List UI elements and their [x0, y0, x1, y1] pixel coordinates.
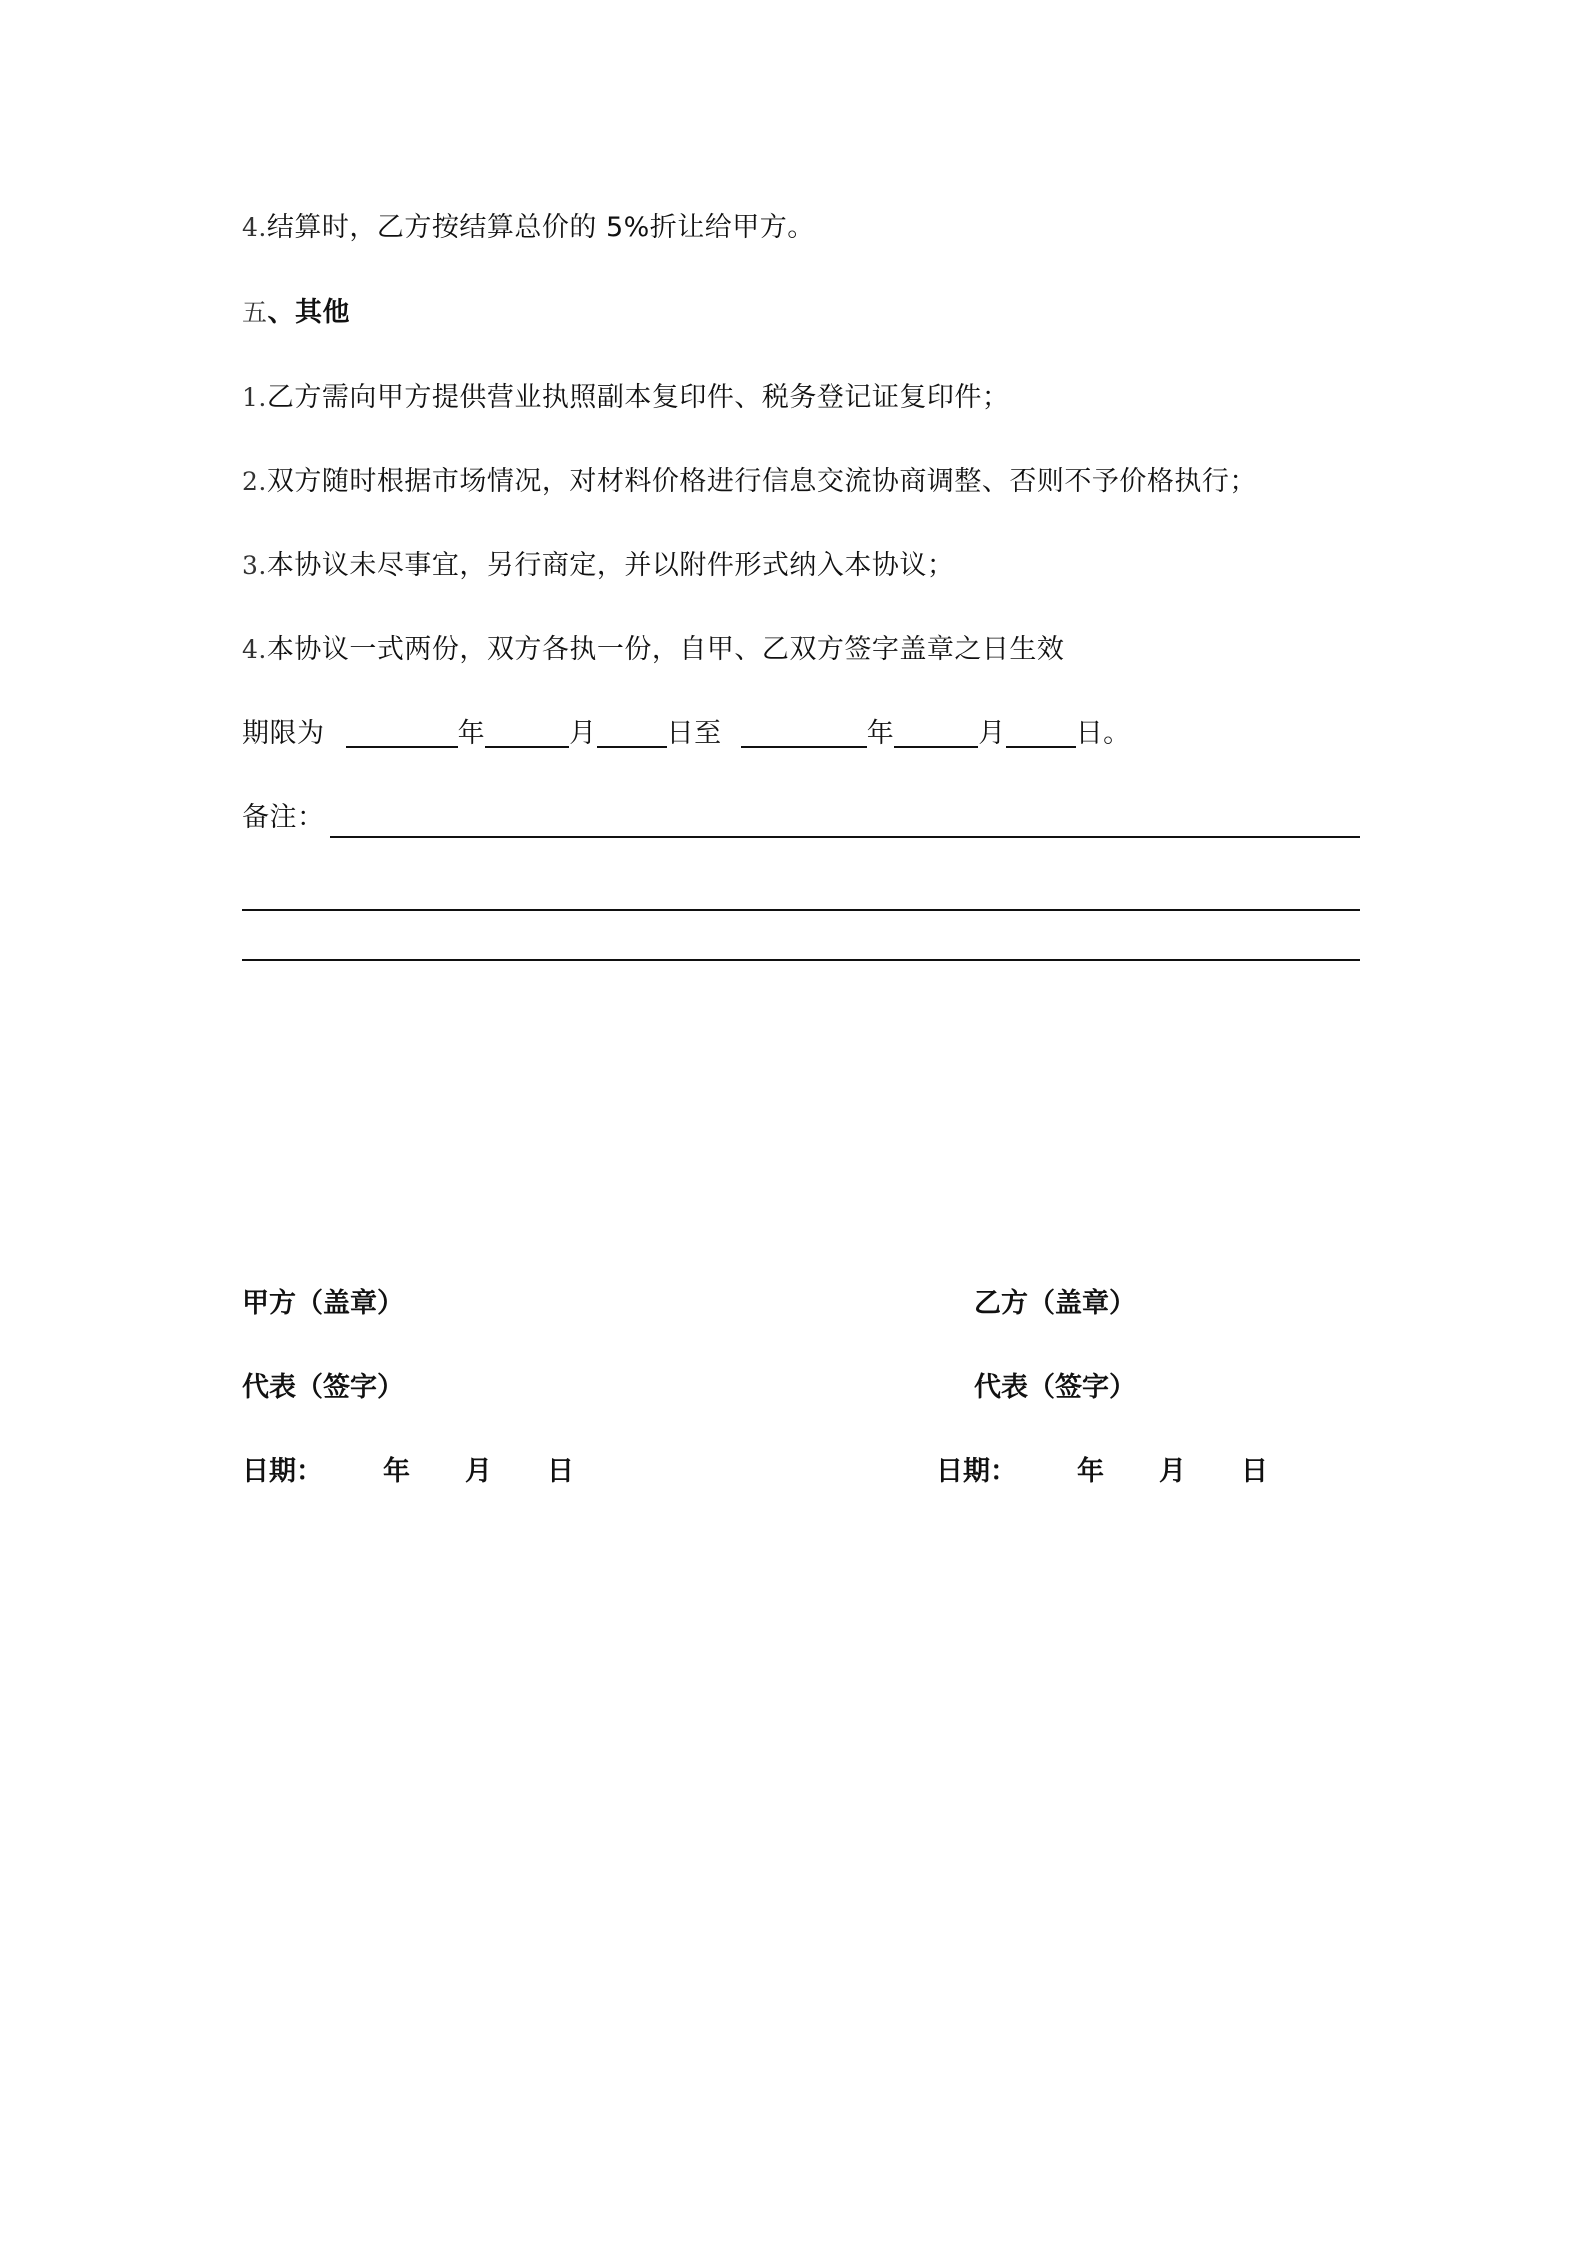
other-clause-3	[242, 548, 954, 584]
date-day: 日	[1241, 1456, 1268, 1487]
remarks-rule-2[interactable]	[242, 909, 1360, 911]
remarks-line	[242, 800, 325, 836]
end-month-label: 月	[978, 718, 1006, 749]
clause-text: 结算时，乙方按结算总价的 5%折让给甲方。	[266, 212, 815, 243]
end-year-blank[interactable]	[741, 716, 867, 748]
start-year-label: 年	[457, 718, 486, 749]
clause-4-settlement	[242, 210, 815, 246]
end-year-label: 年	[866, 718, 895, 749]
date-label: 日期：	[242, 1456, 323, 1487]
other-clause-2	[242, 464, 1257, 500]
party-b-representative: 代表（签字）	[974, 1372, 1136, 1403]
party-a-seal: 甲方（盖章）	[242, 1288, 404, 1319]
date-month: 月	[465, 1456, 492, 1487]
party-a-representative: 代表（签字）	[242, 1372, 404, 1403]
clause-text: 乙方需向甲方提供营业执照副本复印件、税务登记证复印件；	[266, 382, 1010, 413]
remarks-label: 备注：	[242, 802, 325, 833]
end-month-blank[interactable]	[894, 716, 978, 748]
party-b-seal: 乙方（盖章）	[974, 1288, 1136, 1319]
other-clause-4	[242, 632, 1064, 668]
to-label: 日至	[666, 718, 722, 749]
clause-text: 本协议一式两份，双方各执一份，自甲、乙双方签字盖章之日生效	[266, 634, 1065, 665]
end-day-blank[interactable]	[1006, 716, 1076, 748]
date-label: 日期：	[936, 1456, 1017, 1487]
date-year: 年	[1077, 1456, 1104, 1487]
clause-number: 4.	[242, 213, 267, 242]
clause-number: 4.	[242, 635, 267, 664]
remarks-rule-1[interactable]	[330, 836, 1360, 838]
start-year-blank[interactable]	[346, 716, 458, 748]
clause-number: 2.	[242, 467, 267, 496]
section-number: 五	[242, 298, 268, 327]
date-year: 年	[383, 1456, 410, 1487]
start-month-label: 月	[569, 718, 597, 749]
party-a-date	[242, 1454, 574, 1490]
section-title: 、其他	[267, 297, 351, 328]
section-5-heading	[242, 295, 350, 331]
term-line	[242, 716, 1131, 752]
clause-text: 双方随时根据市场情况，对材料价格进行信息交流协商调整、否则不予价格执行；	[266, 466, 1257, 497]
clause-number: 1.	[242, 383, 267, 412]
remarks-rule-3[interactable]	[242, 959, 1360, 961]
end-day-label: 日。	[1075, 718, 1131, 749]
date-month: 月	[1159, 1456, 1186, 1487]
date-day: 日	[547, 1456, 574, 1487]
other-clause-1	[242, 380, 1009, 416]
start-month-blank[interactable]	[485, 716, 569, 748]
start-day-blank[interactable]	[597, 716, 667, 748]
party-b-date	[936, 1454, 1268, 1490]
term-label: 期限为	[242, 718, 325, 749]
clause-number: 3.	[242, 551, 267, 580]
clause-text: 本协议未尽事宜，另行商定，并以附件形式纳入本协议；	[266, 550, 955, 581]
